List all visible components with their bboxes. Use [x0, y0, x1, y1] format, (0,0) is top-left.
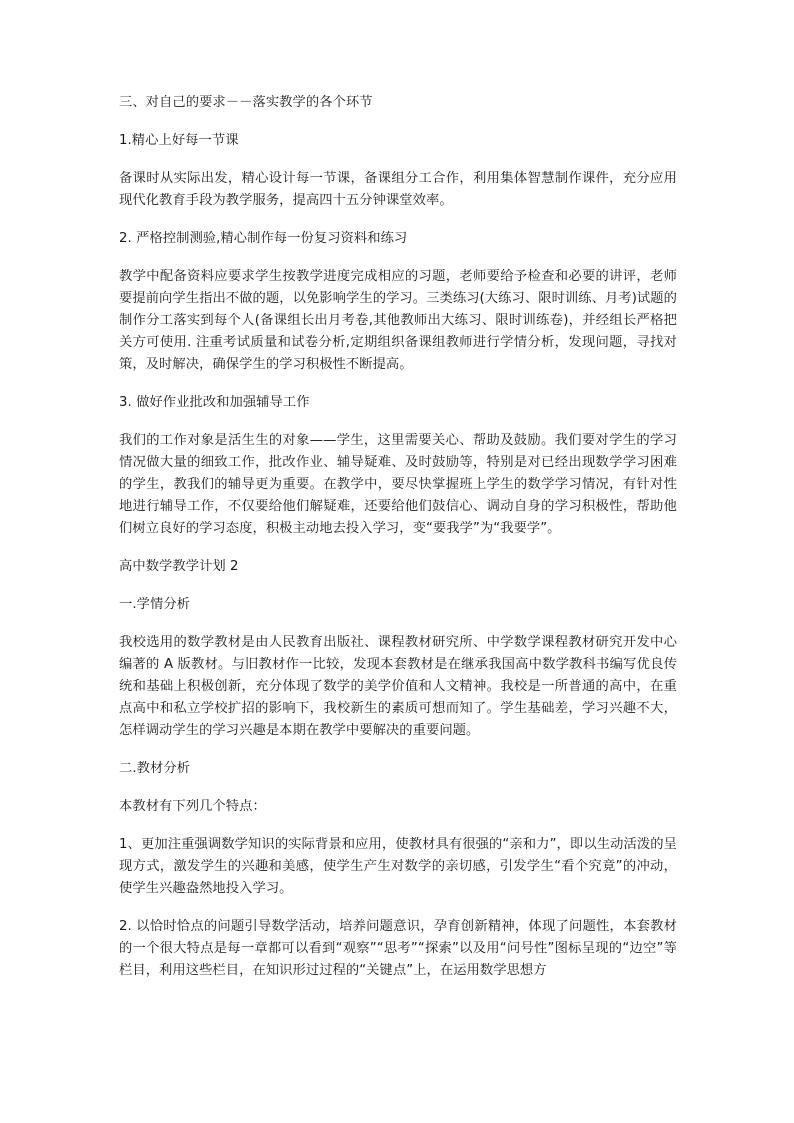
document-page	[119, 92, 677, 998]
section-title-plan-2: 高中数学教学计划 2	[119, 559, 239, 574]
subheading-homework-tutoring: 3. 做好作业批改和加强辅导工作	[119, 395, 310, 410]
subheading-prepare-lessons: 1.精心上好每一节课	[119, 133, 239, 148]
subheading-student-analysis: 一.学情分析	[119, 597, 191, 612]
paragraph-feature-2: 2. 以恰时恰点的问题引导数学活动，培养问题意识，孕育创新精神，体现了问题性，本套教材的一个很大特点是每一章都可以看到“观察”“思考”“探索”以及用“问号性”图标呈现的“边空”等栏目，利用这些栏目，在知识形过过程的“关键点”上，在运用数学思想方	[119, 919, 677, 978]
subheading-textbook-analysis: 二.教材分析	[119, 761, 191, 776]
textbook-features-intro: 本教材有下列几个特点：	[119, 799, 266, 814]
paragraph-tutoring: 我们的工作对象是活生生的对象——学生，这里需要关心、帮助及鼓励。我们要对学生的学习情况做大量的细致工作，批改作业、辅导疑难、及时鼓励等，特别是对已经出现数学学习困难的学生，教我们的辅导更为重要。在教学中，要尽快掌握班上学生的数学学习情况，有针对性地进行辅导工作，不仅要给他们解疑难，还要给他们鼓信心、调动自身的学习积极性，帮助他们树立良好的学习态度，积极主动地去投入学习，变“要我学”为“我要学”。	[119, 433, 677, 536]
paragraph-lesson-prep: 备课时从实际出发，精心设计每一节课，备课组分工合作，利用集体智慧制作课件，充分应用现代化教育手段为教学服务，提高四十五分钟课堂效率。	[119, 171, 677, 208]
paragraph-tests-materials: 教学中配备资料应要求学生按教学进度完成相应的习题，老师要给予检查和必要的讲评，老师要提前向学生指出不做的题，以免影响学生的学习。三类练习(大练习、限时训练、月考)试题的制作分工落实到每个人(备课组长出月考卷,其他教师出大练习、限时训练卷)，并经组长严格把关方可使用. 注重考试质量和试卷分析,定期组织备课组教师进行学情分析，发现问题，寻找对策，及时解决，确保学生的学习积极性不断提高。	[119, 269, 677, 372]
paragraph-student-analysis: 我校选用的数学教材是由人民教育出版社、课程教材研究所、中学数学课程教材研究开发中心编著的 A 版教材。与旧教材作一比较，发现本套教材是在继承我国高中数学教科书编写优良传统和基础上积极创新，充分体现了数学的美学价值和人文精神。我校是一所普通的高中，在重点高中和私立学校扩招的影响下，我校新生的素质可想而知了。学生基础差，学习兴趣不大，怎样调动学生的学习兴趣是本期在教学中要解决的重要问题。	[119, 635, 677, 738]
section-heading-requirements: 三、对自己的要求－－落实教学的各个环节	[119, 95, 373, 110]
paragraph-feature-1: 1、更加注重强调数学知识的实际背景和应用，使教材具有很强的“亲和力”，即以生动活泼的呈现方式，激发学生的兴趣和美感，使学生产生对数学的亲切感，引发学生“看个究竟”的冲动，使学生兴趣盎然地投入学习。	[119, 837, 677, 896]
subheading-control-tests: 2. 严格控制测验,精心制作每一份复习资料和练习	[119, 231, 408, 246]
